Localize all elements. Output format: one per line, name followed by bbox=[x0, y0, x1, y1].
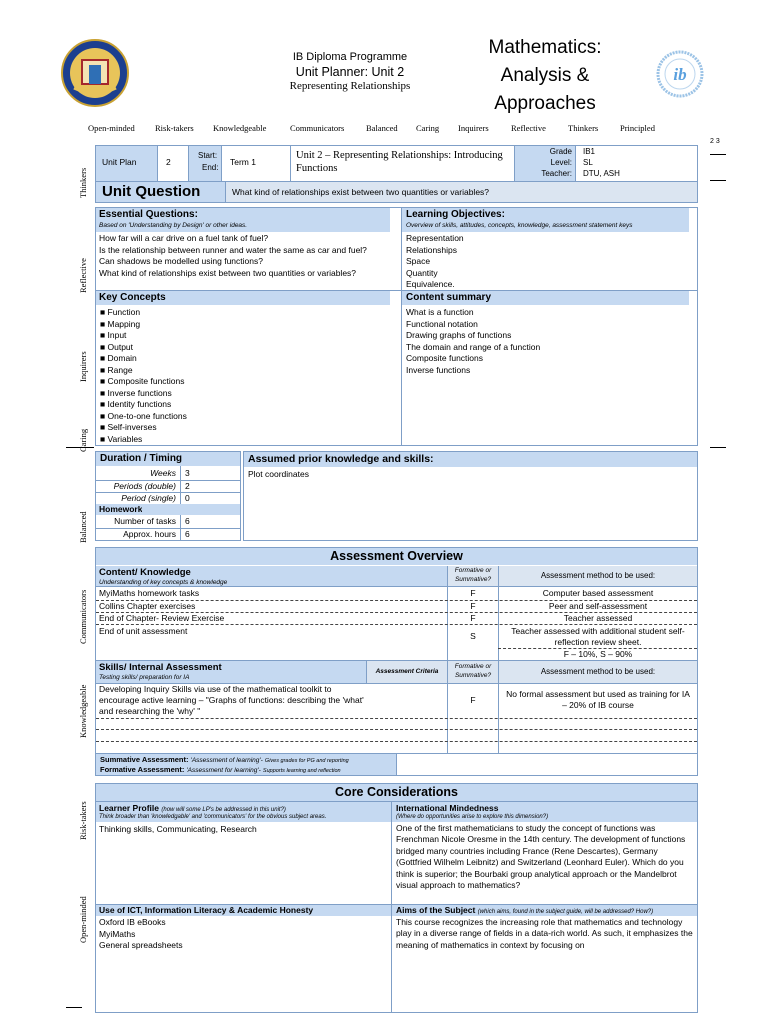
formative-label: Formative Assessment: bbox=[100, 765, 185, 774]
lp-title-row bbox=[99, 803, 286, 813]
list-item: ■ Output bbox=[100, 341, 134, 352]
essential-questions-list bbox=[99, 233, 387, 279]
course-title-line: Analysis & bbox=[500, 65, 590, 86]
content-task: End of Chapter- Review Exercise bbox=[99, 613, 225, 623]
teacher-label: Teacher: bbox=[541, 169, 572, 178]
content-knowledge-title: Content/ Knowledge bbox=[99, 567, 191, 578]
list-item: ■ Variables bbox=[100, 433, 143, 444]
formative-desc: Supports learning and reflection bbox=[262, 768, 341, 774]
assessment-title: Assessment Overview bbox=[330, 549, 463, 563]
content-task: MyiMaths homework tasks bbox=[99, 588, 200, 598]
ib-logo-text: ib bbox=[673, 65, 687, 84]
side-label-knowledgeable: Knowledgeable bbox=[78, 684, 88, 738]
ict-list bbox=[99, 917, 183, 952]
term-value: Term 1 bbox=[230, 157, 256, 167]
learning-objectives-title: Learning Objectives: bbox=[406, 209, 505, 220]
summative-desc: Gives grades for PG and reporting bbox=[264, 758, 349, 764]
method-header: Assessment method to be used: bbox=[499, 566, 697, 586]
lp-title: Learner Profile bbox=[99, 803, 159, 813]
profile-knowledgeable: Knowledgeable bbox=[213, 123, 267, 133]
list-item: Inverse functions bbox=[406, 364, 471, 375]
list-item: What kind of relationships exist between two quantities or variables? bbox=[99, 267, 357, 278]
unit-question-label: Unit Question bbox=[102, 183, 201, 200]
duration-double-value: 2 bbox=[185, 481, 190, 491]
duration-double-label: Periods (double) bbox=[113, 481, 176, 491]
content-task: Collins Chapter exercises bbox=[99, 601, 196, 611]
page-marker: 2 3 bbox=[710, 138, 720, 145]
school-logo bbox=[60, 38, 130, 108]
unit-planner-title: Unit Planner: Unit 2 bbox=[295, 65, 405, 79]
unit-plan-row bbox=[95, 145, 698, 182]
duration-single-value: 0 bbox=[185, 493, 190, 503]
skills-task: Developing Inquiry Skills via use of the mathematical toolkit to encourage active learning – "Graphs of functions: describing the 'what' and researching the 'why' " bbox=[99, 684, 364, 716]
side-label-thinkers: Thinkers bbox=[78, 167, 88, 198]
aims-note: (which aims, found in the subject guide, will be addressed? How?) bbox=[477, 909, 654, 915]
content-fs: F bbox=[470, 613, 476, 623]
skills-subtitle: Testing skills/ preparation for IA bbox=[99, 674, 190, 681]
formative-row bbox=[100, 765, 341, 774]
essential-questions-subtitle: Based on 'Understanding by Design' or other ideas. bbox=[99, 222, 248, 229]
list-item: ■ One-to-one functions bbox=[100, 410, 187, 421]
course-title-line: Approaches bbox=[494, 93, 596, 114]
im-text: One of the first mathematicians to study the concept of functions was Frenchman Nicole Oresme in the 14th century. The development of functions bridged many countries including France (Rene Descartes), Germany (Gottfried Wilhelm Leibnitz) and Switzerland (Leonhard Euler). Which do you think is superior; the Bourbaki group analytical approach or the Mandelbrot visual approach to mathematics? bbox=[396, 823, 686, 891]
start-label: Start: bbox=[198, 151, 218, 160]
content-method: Peer and self-assessment bbox=[548, 601, 648, 611]
level-label: Level: bbox=[550, 158, 572, 167]
core-title: Core Considerations bbox=[335, 785, 458, 799]
content-summary-title: Content summary bbox=[406, 292, 492, 303]
profile-risk-takers: Risk-takers bbox=[155, 123, 194, 133]
end-label: End: bbox=[202, 163, 219, 172]
ict-title: Use of ICT, Information Literacy & Academic Honesty bbox=[99, 905, 314, 915]
duration-table bbox=[95, 451, 241, 541]
list-item: Space bbox=[406, 256, 431, 266]
list-item: ■ Mapping bbox=[100, 318, 141, 329]
content-summary-list bbox=[406, 307, 540, 376]
lp-note: (how will some LP's be addressed in this unit?) bbox=[161, 807, 286, 813]
list-item: General spreadsheets bbox=[99, 940, 183, 950]
list-item: ■ Domain bbox=[100, 353, 137, 363]
homework-tasks-label: Number of tasks bbox=[114, 516, 176, 526]
list-item: ■ Range bbox=[100, 364, 133, 375]
aims-title-row bbox=[396, 905, 653, 915]
homework-hours-label: Approx. hours bbox=[123, 529, 176, 539]
list-item: What is a function bbox=[406, 307, 474, 317]
key-concepts-list bbox=[100, 307, 187, 445]
profile-principled: Principled bbox=[620, 123, 655, 133]
list-item: ■ Self-inverses bbox=[100, 422, 157, 432]
unit-title: Unit 2 – Representing Relationships: Introducing Functions bbox=[296, 150, 503, 174]
list-item: Relationships bbox=[406, 244, 458, 255]
side-label-caring: Caring bbox=[78, 428, 88, 452]
side-label-communicators: Communicators bbox=[78, 589, 88, 644]
duration-weeks-value: 3 bbox=[185, 468, 190, 478]
profile-open-minded: Open-minded bbox=[88, 123, 135, 133]
summative-note: 'Assessment of learning'- bbox=[190, 757, 263, 764]
list-item: Composite functions bbox=[406, 353, 484, 363]
formative-note: 'Assessment for learning'- bbox=[186, 767, 261, 774]
aims-title: Aims of the Subject bbox=[396, 905, 476, 915]
unit-question-row bbox=[95, 181, 698, 203]
content-fs: F bbox=[470, 588, 476, 598]
list-item: Drawing graphs of functions bbox=[406, 330, 512, 340]
ib-logo bbox=[656, 50, 704, 98]
weighting: F – 10%, S – 90% bbox=[563, 649, 633, 659]
content-knowledge-subtitle: Understanding of key concepts & knowledge bbox=[99, 579, 228, 586]
content-method: Teacher assessed bbox=[563, 613, 633, 623]
content-method: Teacher assessed with additional student self-reflection review sheet. bbox=[511, 626, 685, 647]
learning-objectives-subtitle: Overview of skills, attitudes, concepts, knowledge, assessment statement keys bbox=[406, 222, 633, 229]
skills-method: No formal assessment but used as training for IA – 20% of IB course bbox=[506, 689, 690, 710]
profile-reflective: Reflective bbox=[511, 123, 546, 133]
list-item: ■ Function bbox=[100, 307, 141, 317]
profile-communicators: Communicators bbox=[290, 123, 345, 133]
list-item: ■ Inverse functions bbox=[100, 387, 172, 398]
duration-single-label: Period (single) bbox=[121, 493, 176, 503]
prior-knowledge-text: Plot coordinates bbox=[248, 469, 309, 479]
content-method: Computer based assessment bbox=[542, 588, 654, 598]
list-item: Oxford IB eBooks bbox=[99, 917, 166, 927]
list-item: ■ Identity functions bbox=[100, 399, 172, 409]
profile-thinkers: Thinkers bbox=[568, 123, 599, 133]
side-label-open-minded: Open-minded bbox=[78, 896, 88, 943]
list-item: MyiMaths bbox=[99, 928, 136, 939]
content-fs: S bbox=[470, 631, 476, 641]
list-item: How far will a car drive on a fuel tank of fuel? bbox=[99, 233, 269, 243]
unit-plan-value: 2 bbox=[166, 157, 171, 167]
learning-objectives-list bbox=[406, 233, 464, 291]
unit-subtitle: Representing Relationships bbox=[289, 80, 411, 92]
summative-row bbox=[100, 755, 349, 764]
list-item: Can shadows be modelled using functions? bbox=[99, 256, 263, 266]
profile-caring: Caring bbox=[416, 123, 440, 133]
prior-knowledge-box bbox=[243, 451, 698, 541]
duration-title: Duration / Timing bbox=[100, 453, 183, 464]
im-title: International Mindedness bbox=[396, 803, 499, 813]
list-item: The domain and range of a function bbox=[406, 341, 541, 352]
homework-label: Homework bbox=[99, 504, 143, 514]
content-task: End of unit assessment bbox=[99, 626, 188, 636]
level-value: SL bbox=[583, 158, 593, 167]
profile-inquirers: Inquirers bbox=[458, 123, 489, 133]
skills-method-header: Assessment method to be used: bbox=[499, 661, 697, 683]
fs-header: Formative or Summative? bbox=[448, 566, 498, 586]
list-item: ■ Composite functions bbox=[100, 376, 185, 386]
skills-title: Skills/ Internal Assessment bbox=[99, 662, 222, 673]
im-note: (Where do opportunities arise to explore this dimension?) bbox=[396, 814, 549, 820]
unit-plan-label: Unit Plan bbox=[102, 157, 137, 167]
side-label-balanced: Balanced bbox=[78, 511, 88, 543]
lp-subnote: Think broader than 'knowledgable' and 'communicators' for the obvious subject areas. bbox=[99, 814, 327, 820]
duration-weeks-label: Weeks bbox=[150, 468, 176, 478]
list-item: Representation bbox=[406, 233, 464, 243]
summative-label: Summative Assessment: bbox=[100, 755, 189, 764]
side-label-risk-takers: Risk-takers bbox=[78, 801, 88, 840]
list-item: Functional notation bbox=[406, 318, 478, 329]
list-item: Quantity bbox=[406, 267, 438, 278]
programme-title: IB Diploma Programme bbox=[292, 51, 408, 63]
homework-tasks-value: 6 bbox=[185, 516, 190, 526]
essential-questions-title: Essential Questions: bbox=[99, 209, 198, 220]
grade-label: Grade bbox=[549, 147, 572, 156]
list-item: ■ Input bbox=[100, 330, 127, 340]
skills-fs: F bbox=[470, 695, 476, 705]
unit-question-text: What kind of relationships exist between two quantities or variables? bbox=[232, 187, 490, 197]
profile-balanced: Balanced bbox=[366, 123, 398, 133]
skills-fs-header: Formative or Summative? bbox=[448, 661, 498, 683]
list-item: Equivalence. bbox=[406, 279, 455, 289]
key-concepts-title: Key Concepts bbox=[99, 292, 166, 303]
prior-knowledge-title: Assumed prior knowledge and skills: bbox=[248, 453, 434, 465]
list-item: Is the relationship between runner and water the same as car and fuel? bbox=[99, 244, 367, 255]
aims-text: This course recognizes the increasing role that mathematics and technology play in a diverse range of fields in a data-rich world. As such, it emphasizes the meaning of mathematics in context by focusing on bbox=[396, 917, 693, 950]
lp-text: Thinking skills, Communicating, Research bbox=[99, 824, 257, 834]
grade-value: IB1 bbox=[583, 147, 596, 156]
homework-hours-value: 6 bbox=[185, 529, 190, 539]
side-label-inquirers: Inquirers bbox=[78, 351, 88, 382]
criteria-header: Assessment Criteria bbox=[367, 661, 447, 683]
course-title bbox=[470, 34, 620, 118]
course-title-line: Mathematics: bbox=[488, 37, 602, 58]
side-label-reflective: Reflective bbox=[78, 258, 88, 293]
teacher-value: DTU, ASH bbox=[583, 169, 620, 178]
content-fs: F bbox=[470, 601, 476, 611]
